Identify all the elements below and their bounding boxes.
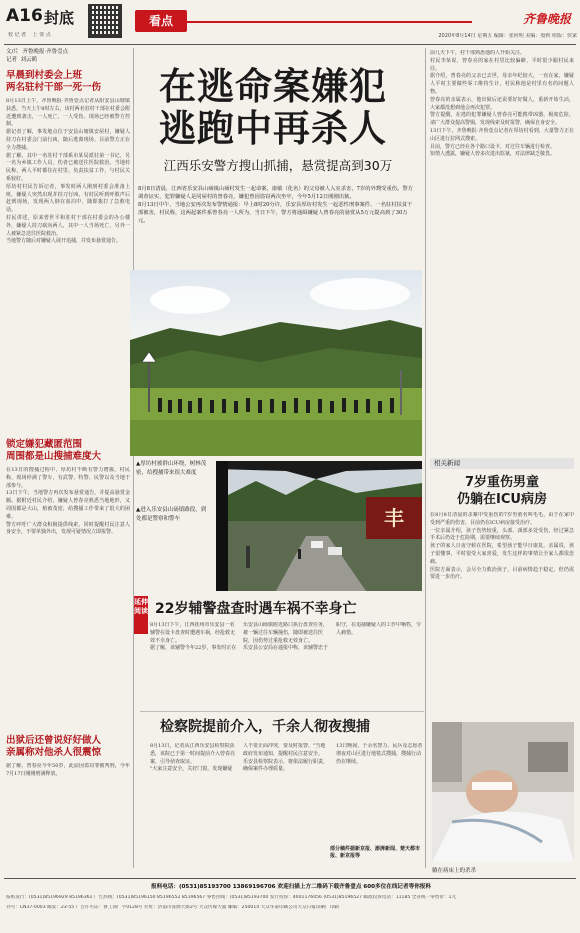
photo-caption-1: ▲厚坊村被群山环绕，树林茂密，给搜捕带来很大难度 [136, 461, 207, 476]
svg-text:丰: 丰 [384, 506, 404, 530]
masthead-sub-labels: 校 记 者 上 要 点 [8, 32, 51, 38]
main-lead: 8月8日清晨，江西省乐安县山砀镇山砀村发生一起命案，康敏（化名）的父母被人入室杀害，7岁的外甥受重伤。警方调查证实，犯罪嫌疑人是同屋村的曾春亮，嫌犯曾因盗窃两次坐牢，今年5月12日刚刚出狱。 8月13日中午，当地公安再次发布警情通报：早上8时20分许，乐安县厚坊村发生一起恶性刑事案件，一名驻村扶贫干部被害，村民称，这两起案件系曾春亮一人所为，当日下午，警方将通缉嫌疑人曾春亮的悬赏从5万元提高到了30万元。 [138, 186, 413, 224]
left-body-3: 据了解，曾春亮今年50岁，此前因盗窃罪被判刑，今年7月17日刚刚刑满释放。 [6, 763, 130, 777]
left-headline-3: 出狱后还曾说好好做人 亲属称对他杀人很震惊 [6, 735, 102, 758]
left-headline-2: 锁定嫌犯藏匿范围 周围都是山搜捕难度大 [6, 439, 102, 462]
right-column-body: 前几天下午，村干部熟悉他的人开始关注。 村民李某说，曾春亮的家在村里比较偏僻，平时很少跟村民来往。 据介绍，曾春亮的父亲已去世，母亲年纪较大，一直在家，嫌疑人平时主要做些零工维持生计，村民称他是村里有名的问题人物。 曾春亮的亲属表示，他出狱后还说要好好做人，重新开始生活，大家都没想到他会再次犯罪。 警方提醒，在逃的犯罪嫌疑人曾春亮可能携带凶器，极度危险，请广大群众提高警惕，发现线索及时报警，确保自身安全。 13日下午，齐鲁晚报·齐鲁壹点记者在厚坊村看到，大量警力正在山区进行拉网式搜索。 目前，警方已经在各个路口设卡，对过往车辆进行检查。 知情人透露，嫌疑人曾多次进出监狱，对法律缺乏敬畏。 [430, 50, 574, 158]
left-column [6, 48, 130, 868]
left-body-2: 在13日的搜捕过程中，厚坊村不断有警力增援，村民称，现场停满了警车，有武警、特警、民警以及当地干部参与。 13日下午，当地警方再次发布悬赏通告，并提高悬赏金额。据附近村民介绍，嫌疑人曾春亮熟悉当地地形，又周围都是大山，植被茂密，给搜捕工作带来了很大的困难。 警方呼吁广大群众积极提供线索，同时提醒村民注意人身安全，不要单独外出，发现可疑情况立即报警。 [6, 467, 130, 536]
photo-mountain-search [130, 270, 422, 456]
footer-hotline: 报料电话：(0531)85193700 13869196706 欢迎扫描上方二维码下载齐鲁壹点 600多位在线记者等你报料 [151, 884, 431, 890]
extended-body-1: 8月13日下午，江西抚州市乐安县一名辅警在设卡盘查时遭遇车祸，经抢救无效不幸身亡。 据了解，该辅警今年22岁，事发时正在乐安县山砀镇附近路口执行盘查任务，被一辆过往车辆撞伤，随即被送往医院，因伤势过重抢救无效身亡。 乐安县公安局在通报中称，该辅警忠于职守，在追捕嫌疑人的工作中牺牲，令人痛惜。 [150, 622, 422, 652]
photo-hospital-caption: 躺在病床上的杀杀 [432, 868, 477, 874]
photo-police-road-art [216, 461, 422, 591]
extended-divider [140, 711, 424, 712]
related-news-headline: 7岁重伤男童 仍躺在ICU病房 [457, 475, 547, 507]
photo-hospital-child-art [432, 722, 574, 862]
left-headline-1: 早晨到村委会上班 两名驻村干部一死一伤 [6, 70, 102, 93]
extended-reading-label: 延伸阅读 [134, 596, 148, 634]
dateline: 2020年8月14日 星期五 编辑：张何明 美编：殷莉 组版：侯家 [438, 33, 577, 39]
qr-code [88, 4, 122, 38]
photo-police-road [216, 461, 422, 591]
column-rule-right [425, 48, 426, 868]
photo-caption-2: ▲进入乐安县山砀镇路段，到处都是警察和警车 [136, 507, 207, 522]
masthead [0, 0, 580, 44]
photo-hospital-child [432, 722, 574, 862]
brand-logo: 齐鲁晚报 [523, 12, 572, 26]
photo-mountain-search-art [130, 270, 422, 456]
related-news-body: 在8月8日清晨的杀案中受重伤的7岁男童名叫毛毛，由于在家中受到严重的伤害，目前仍在ICU病房接受治疗。 一位亲属介绍，孩子伤势较重，头部、颈部多处受伤，经过紧急手术后仍处于危险期，需要继续观察。 孩子的家人日夜守候在医院，希望孩子能早日康复。亲属说，孩子很懂事，平时很受大家喜爱，发生这样的事情让全家人都很悲痛。 医院方面表示，会尽全力救治孩子，目前病情趋于稳定，但仍需要进一步治疗。 [430, 512, 574, 581]
left-body-1: 8月13日上午，齐鲁晚报·齐鲁壹点记者从阳安县山塘镇获悉，当天上午8时左右，该村两名驻村干部在村委会附近遭到袭击，一人死亡，一人受伤。现场已经被警方控制。 据记者了解，事发地点位于安县山塘镇安屋村，嫌疑人持刀在村委会门前行凶，随后逃离现场。目前警方正在全力搜捕。 据了解，其中一名驻村干部系市某局派驻第一书记，另一名为乡镇工作人员，伤者已被送往医院救治。当地村民称，两人平时都住在村里，负责扶贫工作，与村民关系较好。 厚坊村村民告诉记者，事发时两人刚到村委会准备上班，嫌疑人突然出现并持刀行凶。有村民听到呼救声后赶到现场，发现两人倒在血泊中，随即拨打了急救电话。 村民讲述，原来曾世平和驻村干部在村委会的办公楼外，嫌疑人持刀砍向两人，其中一人当场死亡，另外一人被紧急送往医院救治。 当地警方随后对嫌疑人展开追捕，并发布悬赏通告。 [6, 98, 130, 245]
main-headline: 在逃命案嫌犯 逃跑中再杀人 [159, 65, 387, 150]
footer-distribution: 报纸发行：(0531)85196929 85196361 广告热线：(0531)85196150 85196552 85196567 零售热线：(0531)85193700 发行投诉：4001176056 (0531)85196527 邮政投诉电话：11185 全省统一零售价：1元 [6, 895, 457, 900]
byline: 文/片 齐鲁晚报·齐鲁壹点 记者 刘云鹤 [6, 49, 69, 63]
extended-headline-2: 检察院提前介入，千余人彻夜搜捕 [160, 719, 370, 735]
footer-rule [4, 878, 576, 879]
extended-headline-1: 22岁辅警盘查时遇车祸不幸身亡 [155, 601, 357, 617]
main-subhead: 江西乐安警方搜山抓捕，悬赏提高到30万 [163, 158, 393, 173]
section-tag: 看点 [135, 10, 187, 32]
masthead-divider [4, 44, 576, 45]
footer-publication-info: 刊号：CN37-0003 邮发：23-55 广告许可证：鲁工商广字0128号 社址：济南市泺源大街2号 大众传媒大厦 邮编：250014 大众华泰印刷公司大众日报印刷厂印刷 [6, 905, 339, 910]
column-rule-left [133, 48, 134, 868]
page-number: A16 [6, 6, 43, 26]
related-news-label: 相关新闻 [430, 458, 574, 469]
section-name: 封底 [44, 9, 75, 27]
header-rule [187, 21, 472, 23]
extended-body-2: 8月13日，记者从江西乐安县检察院获悉，该院已于第一时间提前介入曾春亮案，引导侦查取证。 "大家注意安全，关好门窗，发现嫌疑人不要正面冲突，要及时报警。"当地政府发布通知，提醒村民注意安全。 乐安县检察院表示，将依法履行职责，确保案件办理质量。 13日晚间，千余名警力、民兵及志愿者彻夜对山区进行地毯式搜捕，搜捕行动仍在继续。 [150, 743, 423, 773]
extended-source-note: 部分稿件据新京报、澎湃新闻、楚天都市报、新京报等 [330, 846, 421, 859]
